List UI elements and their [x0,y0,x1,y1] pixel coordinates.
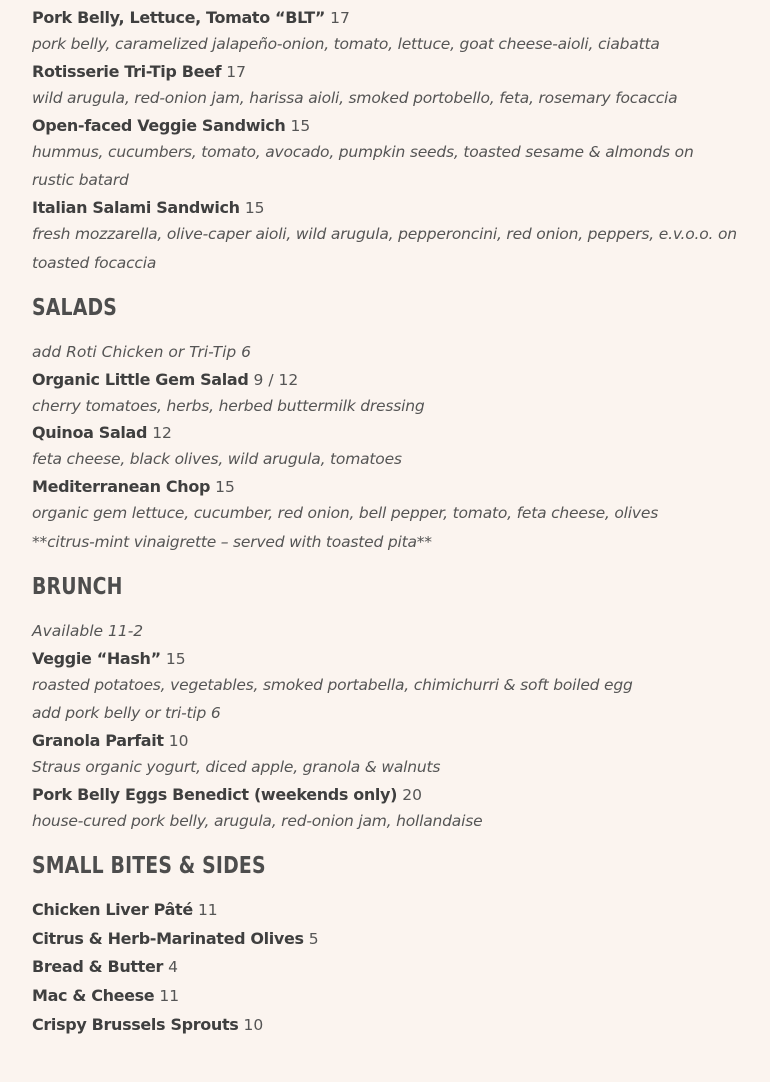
section-note: Available 11-2 [32,621,144,640]
item-name: Open-faced Veggie Sandwich [32,115,286,135]
item-name: Crispy Brussels Sprouts [32,1014,239,1034]
menu-item [32,646,738,729]
item-description: Straus organic yogurt, diced apple, granola & walnuts [32,758,441,777]
menu-item [32,782,738,836]
menu-item [32,728,738,782]
item-name: Pork Belly, Lettuce, Tomato “BLT” [32,8,325,27]
item-description-note: add pork belly or tri-tip 6 [32,704,221,723]
menu-item [32,5,738,59]
item-name: Mediterranean Chop [32,477,211,497]
item-price: 12 [152,424,172,443]
item-description: feta cheese, black olives, wild arugula, tomatoes [32,450,402,469]
menu-content [32,5,738,1040]
menu-item [32,195,738,278]
item-price: 9 / 12 [253,370,299,389]
item-description: wild arugula, red-onion jam, harissa aioli, smoked portobello, feta, rosemary focaccia [32,88,678,107]
menu-item [32,59,738,113]
item-name: Chicken Liver Pâté [32,899,193,919]
item-name: Granola Parfait [32,731,164,751]
item-price: 17 [226,62,247,81]
menu-item [32,982,738,1011]
section-title-salads: SALADS [32,294,118,321]
item-name: Mac & Cheese [32,986,155,1006]
item-price: 11 [197,900,218,919]
section-note: add Roti Chicken or Tri-Tip 6 [32,342,251,361]
item-description-note: **citrus-mint vinaigrette – served with toasted pita** [32,532,432,551]
item-name: Veggie “Hash” [32,648,161,668]
item-price: 4 [168,958,178,977]
menu-item [32,474,738,557]
menu-item [32,925,738,954]
item-name: Italian Salami Sandwich [32,198,240,218]
menu-item [32,896,738,925]
item-description: fresh mozzarella, olive-caper aioli, wild arugula, pepperoncini, red onion, peppers, e.v.o.o. on toasted focaccia [32,225,737,272]
item-price: 17 [330,9,350,27]
item-name: Pork Belly Eggs Benedict (weekends only) [32,784,398,804]
menu-item [32,953,738,982]
item-description: cherry tomatoes, herbs, herbed buttermilk dressing [32,396,425,415]
item-price: 10 [243,1015,264,1034]
menu-item [32,420,738,474]
item-price: 11 [159,987,180,1006]
item-price: 20 [402,785,422,804]
item-description: hummus, cucumbers, tomato, avocado, pumpkin seeds, toasted sesame & almonds on rustic batard [32,142,694,190]
section-title-brunch: BRUNCH [32,573,123,600]
menu-item [32,1011,738,1040]
item-name: Quinoa Salad [32,423,148,443]
item-price: 5 [308,929,319,948]
item-price: 10 [168,732,189,751]
item-description: pork belly, caramelized jalapeño-onion, tomato, lettuce, goat cheese-aioli, ciabatta [32,35,660,53]
section-title-small-bites: SMALL BITES & SIDES [32,852,266,879]
menu-item [32,367,738,421]
item-description: organic gem lettuce, cucumber, red onion, bell pepper, tomato, feta cheese, olives [32,504,659,523]
item-price: 15 [290,116,311,135]
item-price: 15 [165,649,186,668]
item-description: roasted potatoes, vegetables, smoked portabella, chimichurri & soft boiled egg [32,675,633,694]
item-name: Bread & Butter [32,957,164,977]
item-description: house-cured pork belly, arugula, red-onion jam, hollandaise [32,811,483,830]
item-price: 15 [244,199,265,218]
item-name: Rotisserie Tri-Tip Beef [32,61,222,81]
item-name: Citrus & Herb-Marinated Olives [32,928,304,948]
menu-item [32,113,738,196]
item-name: Organic Little Gem Salad [32,369,249,389]
item-price: 15 [215,478,235,497]
